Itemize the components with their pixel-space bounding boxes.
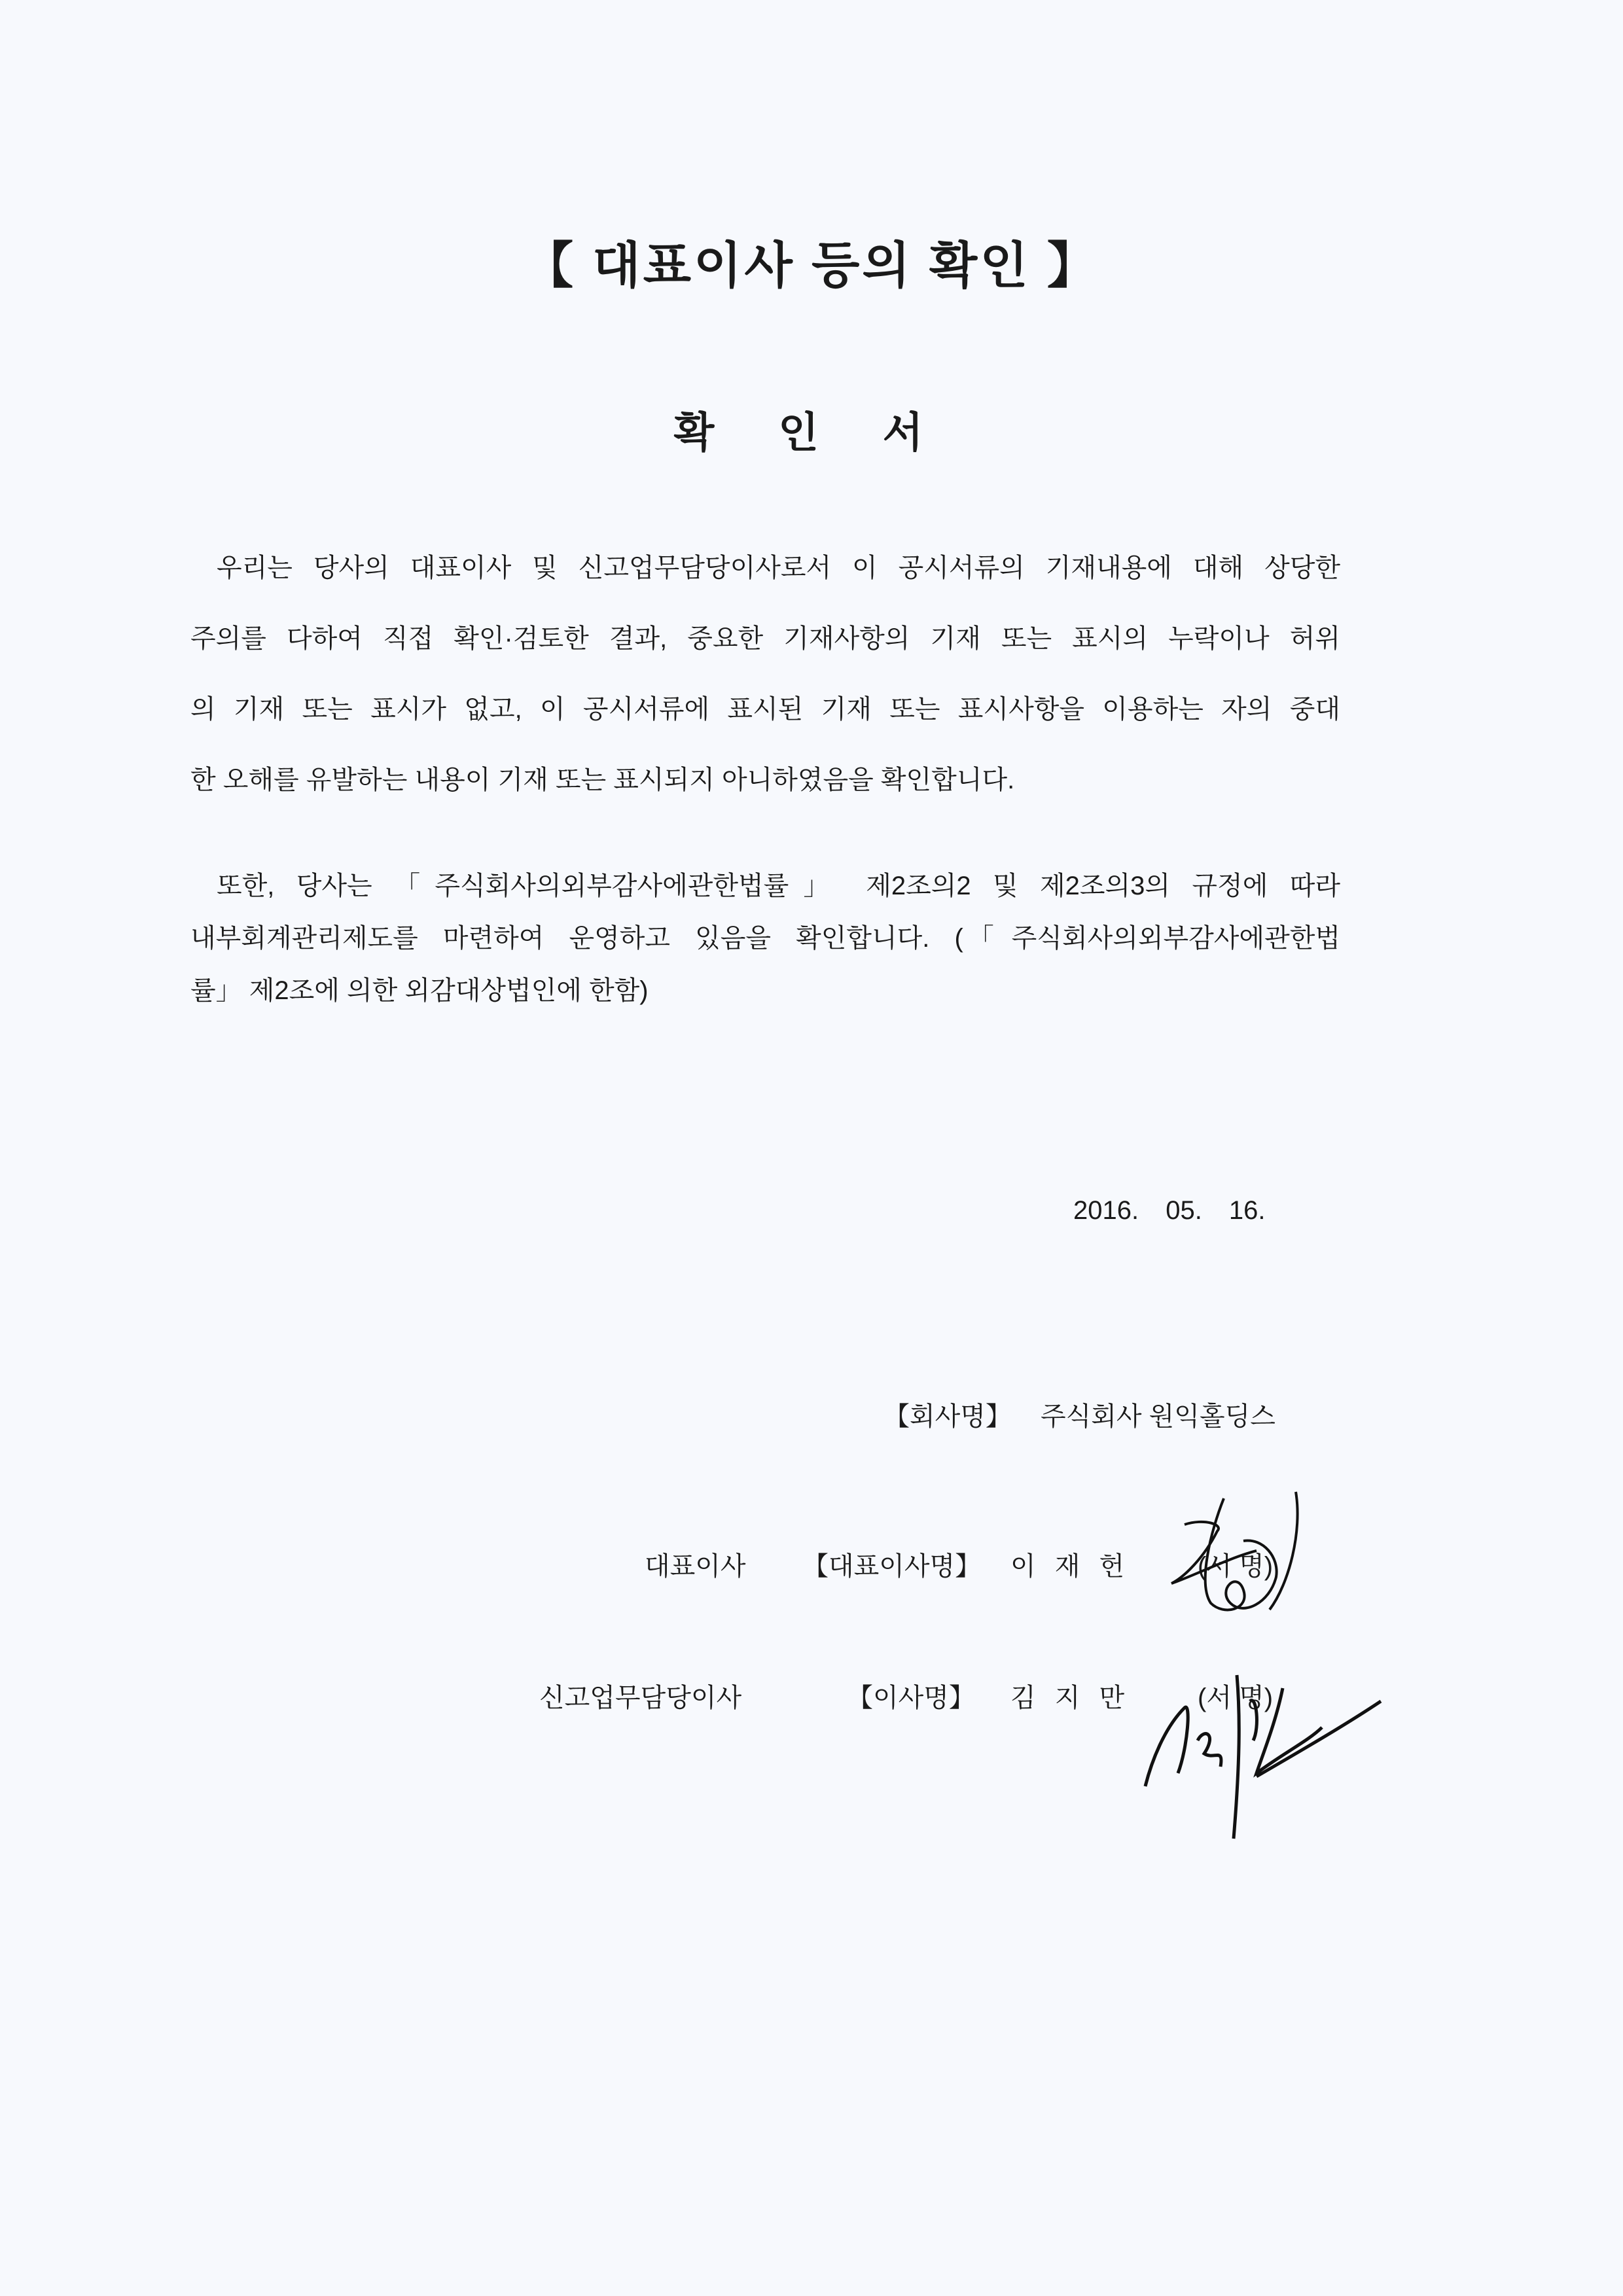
cfo-sign-mark: (서 명)	[1198, 1684, 1274, 1712]
internal-control-paragraph	[190, 873, 1340, 1030]
paragraph-line: 또한, 당사는 「주식회사의외부감사에관한법률」 제2조의2 및 제2조의3의 규정에 따라	[217, 872, 1340, 900]
cfo-role: 신고업무담당이사	[539, 1684, 742, 1712]
document-heading: 【 대표이사 등의 확인 】	[524, 238, 1099, 294]
paragraph-line: 내부회계관리제도를 마련하여 운영하고 있음을 확인합니다. (「주식회사의외부감사에관한법	[190, 924, 1340, 953]
document-date: 2016. 05. 16.	[1073, 1196, 1266, 1225]
paragraph-line: 률」 제2조에 의한 외감대상법인에 한함)	[190, 976, 649, 1005]
paragraph-line: 한 오해를 유발하는 내용이 기재 또는 표시되지 아니하였음을 확인합니다.	[190, 766, 1015, 794]
cfo-label: 【이사명】	[847, 1684, 975, 1712]
cfo-name: 김 지 만	[1010, 1684, 1125, 1712]
ceo-label: 【대표이사명】	[802, 1552, 982, 1581]
confirmation-paragraph	[190, 555, 1340, 838]
cfo-signature	[1126, 1662, 1400, 1845]
ceo-role: 대표이사	[645, 1552, 746, 1581]
company-name: 주식회사 원익홀딩스	[1041, 1402, 1275, 1431]
ceo-sign-mark: (서 명)	[1198, 1552, 1274, 1581]
ceo-signature	[1145, 1479, 1355, 1636]
document-title: 확 인 서	[673, 409, 950, 456]
paragraph-line: 우리는 당사의 대표이사 및 신고업무담당이사로서 이 공시서류의 기재내용에 대해 상당한	[217, 554, 1340, 582]
ceo-name: 이 재 헌	[1010, 1552, 1125, 1581]
company-label: 【회사명】	[883, 1402, 1012, 1431]
paragraph-line: 주의를 다하여 직접 확인·검토한 결과, 중요한 기재사항의 기재 또는 표시의 누락이나 허위	[190, 624, 1340, 653]
paragraph-line: 의 기재 또는 표시가 없고, 이 공시서류에 표시된 기재 또는 표시사항을 이용하는 자의 중대	[190, 695, 1340, 724]
